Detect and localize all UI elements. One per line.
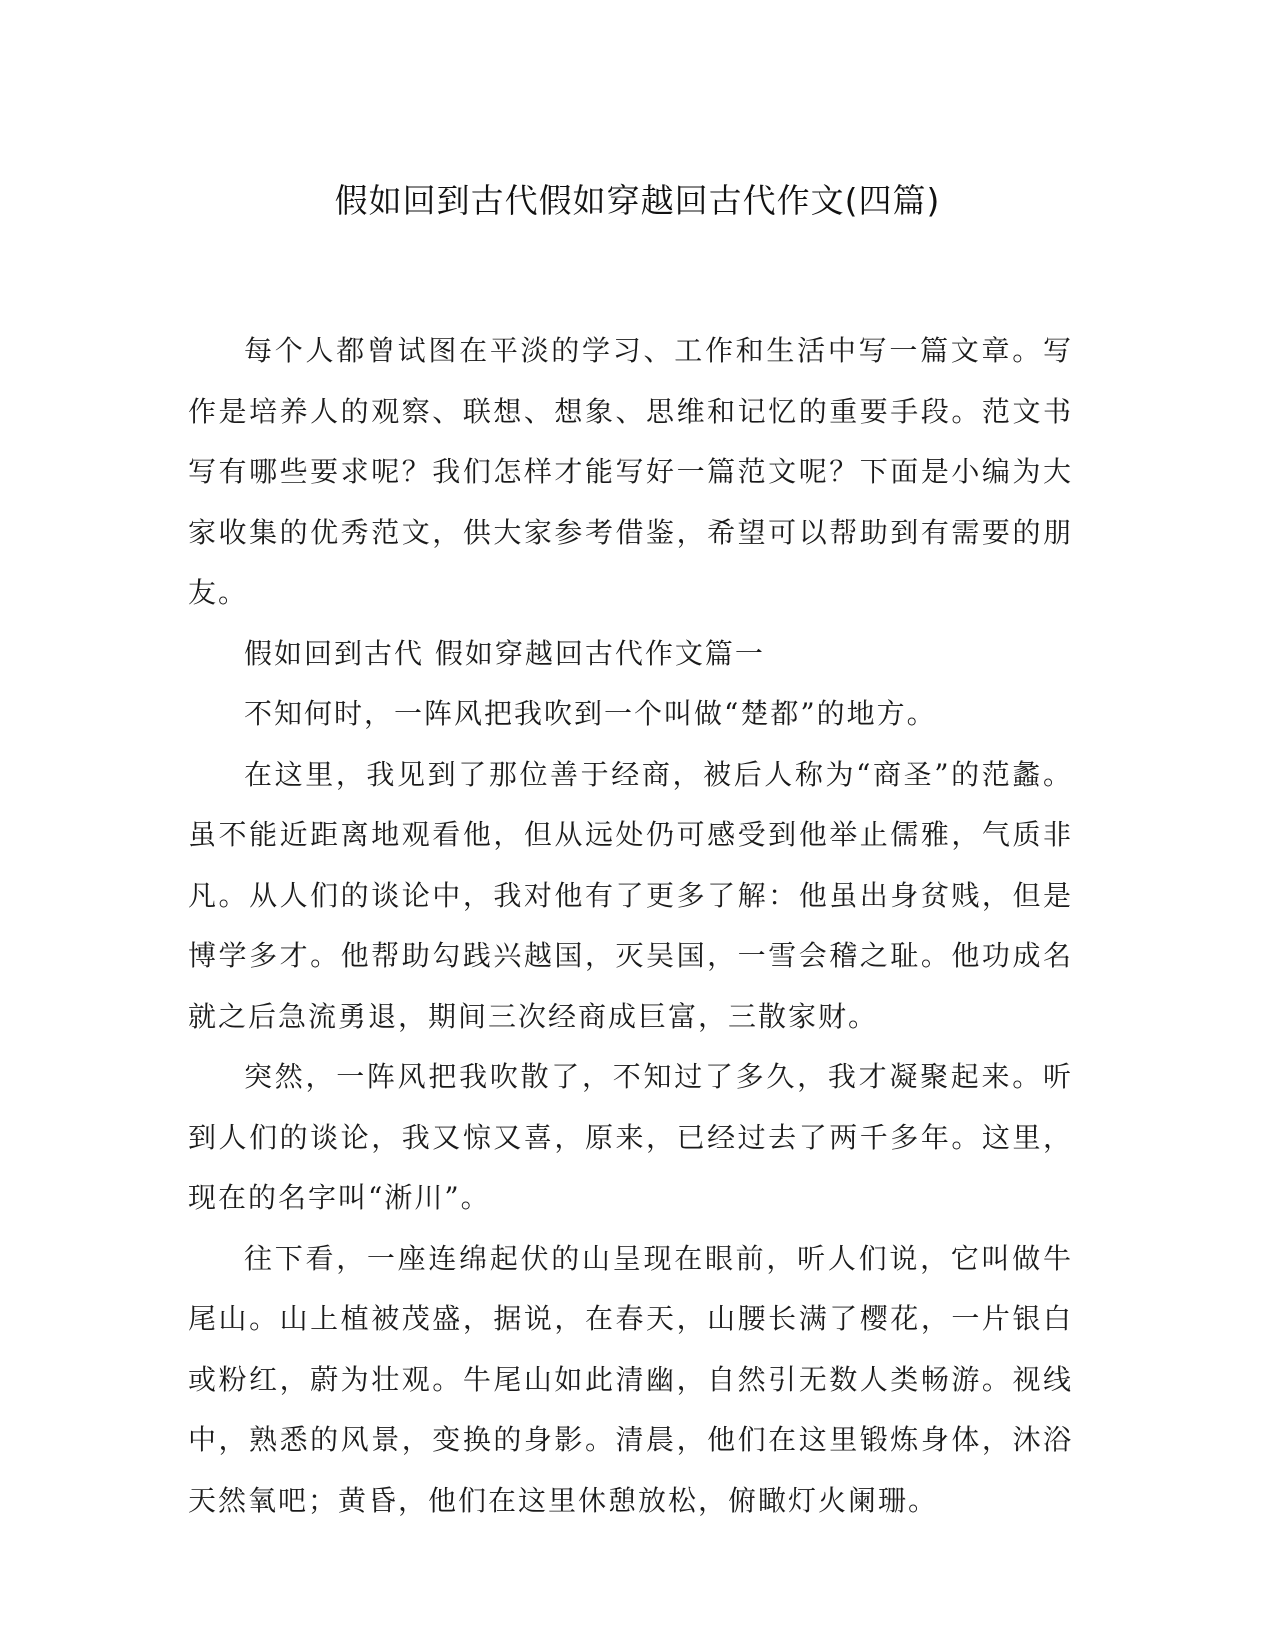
document-body — [188, 321, 1073, 1531]
document-title: 假如回到古代假如穿越回古代作文(四篇) — [334, 181, 941, 220]
paragraph-section-heading: 假如回到古代 假如穿越回古代作文篇一 — [244, 636, 765, 670]
paragraph: 在这里，我见到了那位善于经商，被后人称为“商圣”的范蠡。虽不能近距离地观看他，但从远处仍可感受到他举止儒雅，气质非凡。从人们的谈论中，我对他有了更多了解：他虽出身贫贱，但是博学多才。他帮助勾践兴越国，灭吴国，一雪会稽之耻。他功成名就之后急流勇退，期间三次经商成巨富，三散家财。 — [188, 757, 1073, 1033]
paragraph: 往下看，一座连绵起伏的山呈现在眼前，听人们说，它叫做牛尾山。山上植被茂盛，据说，在春天，山腰长满了樱花，一片银白或粉红，蔚为壮观。牛尾山如此清幽，自然引无数人类畅游。视线中，熟悉的风景，变换的身影。清晨，他们在这里锻炼身体，沐浴天然氧吧；黄昏，他们在这里休憩放松，俯瞰灯火阑珊。 — [188, 1241, 1073, 1517]
paragraph: 突然，一阵风把我吹散了，不知过了多久，我才凝聚起来。听到人们的谈论，我又惊又喜，原来，已经过去了两千多年。这里，现在的名字叫“淅川”。 — [188, 1060, 1073, 1214]
paragraph-intro: 每个人都曾试图在平淡的学习、工作和生活中写一篇文章。写作是培养人的观察、联想、想象、思维和记忆的重要手段。范文书写有哪些要求呢？我们怎样才能写好一篇范文呢？下面是小编为大家收集的优秀范文，供大家参考借鉴，希望可以帮助到有需要的朋友。 — [188, 334, 1073, 609]
paragraph: 不知何时，一阵风把我吹到一个叫做“楚都”的地方。 — [244, 697, 937, 730]
